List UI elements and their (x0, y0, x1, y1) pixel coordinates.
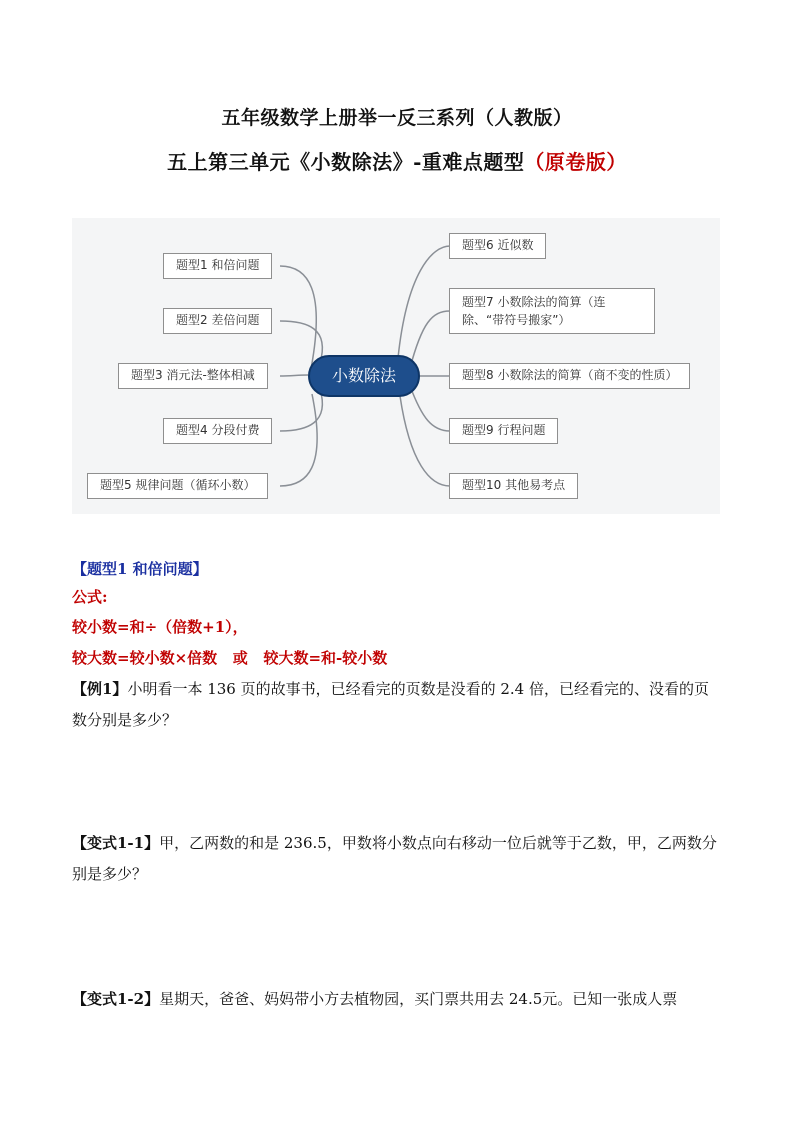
section-heading: 【题型1 和倍问题】 (72, 560, 208, 578)
mindmap-node-type3: 题型3 消元法-整体相减 (118, 363, 268, 389)
variant-1-1-text: 甲，乙两数的和是 236.5，甲数将小数点向右移动一位后就等于乙数，甲，乙两数分别是多少？ (72, 834, 717, 883)
mindmap-node-type7: 题型7 小数除法的简算（连除、“带符号搬家”） (449, 288, 655, 334)
formula-line-2: 较大数=较小数×倍数 或 较大数=和-较小数 (72, 649, 388, 667)
example-1-text: 小明看一本 136 页的故事书，已经看完的页数是没看的 2.4 倍，已经看完的、没看的页数分别是多少？ (72, 680, 709, 729)
document-subtitle (0, 146, 794, 175)
variant-1-2-tag: 【变式1-2】 (72, 990, 160, 1008)
document-title: 五年级数学上册举一反三系列（人教版） (221, 107, 573, 129)
formula-line-1: 较小数=和÷（倍数+1）， (72, 618, 248, 636)
variant-1-1 (72, 828, 722, 890)
mindmap-node-type2: 题型2 差倍问题 (163, 308, 272, 334)
example-1-tag: 【例1】 (72, 680, 128, 698)
mindmap-node-type8: 题型8 小数除法的简算（商不变的性质） (449, 363, 690, 389)
variant-1-2 (72, 984, 722, 1015)
mindmap-node-type1: 题型1 和倍问题 (163, 253, 272, 279)
mindmap-node-type10: 题型10 其他易考点 (449, 473, 578, 499)
mindmap-node-type4: 题型4 分段付费 (163, 418, 272, 444)
mindmap-node-type6: 题型6 近似数 (449, 233, 546, 259)
example-1 (72, 674, 722, 736)
formula-label: 公式: (72, 588, 108, 606)
mind-map (72, 218, 720, 514)
variant-1-2-text: 星期天，爸爸、妈妈带小方去植物园，买门票共用去 24.5元。已知一张成人票 (159, 990, 678, 1008)
mindmap-center-topic: 小数除法 (308, 355, 420, 397)
subtitle-main: 五上第三单元《小数除法》-重难点题型 (167, 150, 525, 174)
subtitle-version: （原卷版） (524, 150, 627, 174)
mindmap-node-type9: 题型9 行程问题 (449, 418, 558, 444)
variant-1-1-tag: 【变式1-1】 (72, 834, 160, 852)
mindmap-node-type5: 题型5 规律问题（循环小数） (87, 473, 268, 499)
